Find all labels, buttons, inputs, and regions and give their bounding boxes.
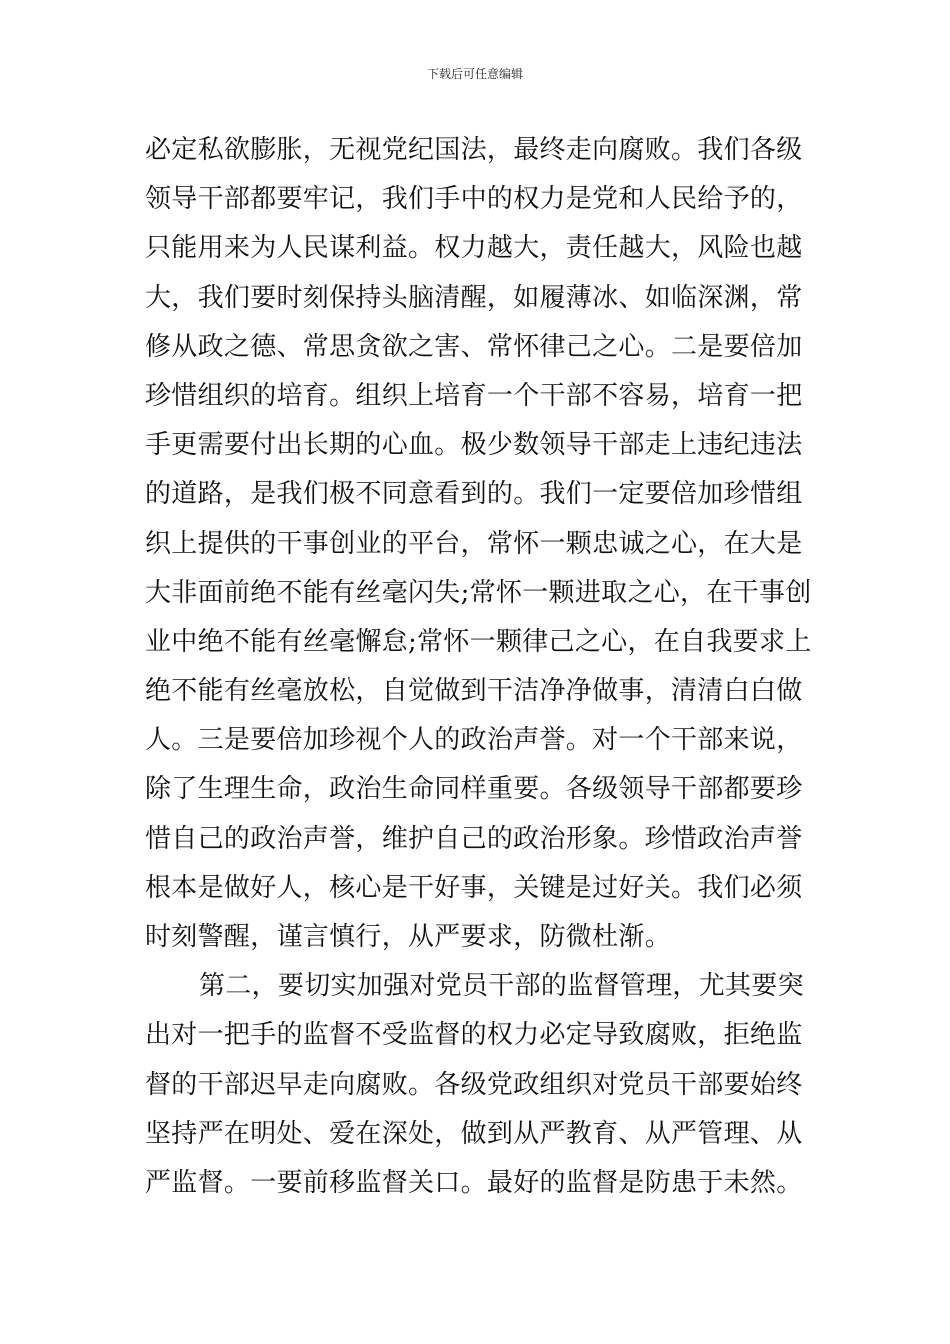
text-line: 的道路，是我们极不同意看到的。我们一定要倍加珍惜组 xyxy=(145,479,803,510)
document-body xyxy=(145,126,810,1208)
text-line: 坚持严在明处、爱在深处，做到从严教育、从严管理、从 xyxy=(145,1118,803,1149)
text-line: 手更需要付出长期的心血。极少数领导干部走上违纪违法 xyxy=(145,430,803,461)
text-line: 第二，要切实加强对党员干部的监督管理，尤其要突 xyxy=(199,971,804,1002)
text-line: 珍惜组织的培育。组织上培育一个干部不容易，培育一把 xyxy=(145,380,803,411)
text-line: 只能用来为人民谋利益。权力越大，责任越大，风险也越 xyxy=(145,233,803,264)
text-line: 人。三是要倍加珍视个人的政治声誉。对一个干部来说， xyxy=(145,725,803,756)
text-line: 根本是做好人，核心是干好事，关键是过好关。我们必须 xyxy=(145,872,803,903)
text-line: 惜自己的政治声誉，维护自己的政治形象。珍惜政治声誉 xyxy=(145,823,803,854)
text-line: 严监督。一要前移监督关口。最好的监督是防患于未然。 xyxy=(145,1167,803,1198)
text-line: 修从政之德、常思贪欲之害、常怀律己之心。二是要倍加 xyxy=(145,331,803,362)
text-line: 出对一把手的监督不受监督的权力必定导致腐败，拒绝监 xyxy=(145,1020,803,1051)
text-line: 大非面前绝不能有丝毫闪失;常怀一颗进取之心，在干事创 xyxy=(145,577,812,608)
text-line: 领导干部都要牢记，我们手中的权力是党和人民给予的， xyxy=(145,184,803,215)
text-line: 时刻警醒，谨言慎行，从严要求，防微杜渐。 xyxy=(145,922,672,952)
text-line: 大，我们要时刻保持头脑清醒，如履薄冰、如临深渊，常 xyxy=(145,282,803,313)
text-line: 业中绝不能有丝毫懈怠;常怀一颗律己之心，在自我要求上 xyxy=(145,626,812,657)
text-line: 织上提供的干事创业的平台，常怀一颗忠诚之心，在大是 xyxy=(145,528,803,559)
text-line: 绝不能有丝毫放松，自觉做到干洁净净做事，清清白白做 xyxy=(145,676,803,707)
text-line: 除了生理生命，政治生命同样重要。各级领导干部都要珍 xyxy=(145,774,803,805)
text-line: 督的干部迟早走向腐败。各级党政组织对党员干部要始终 xyxy=(145,1069,803,1100)
text-line: 必定私欲膨胀，无视党纪国法，最终走向腐败。我们各级 xyxy=(145,135,803,165)
page-header-note: 下载后可任意编辑 xyxy=(426,67,523,81)
